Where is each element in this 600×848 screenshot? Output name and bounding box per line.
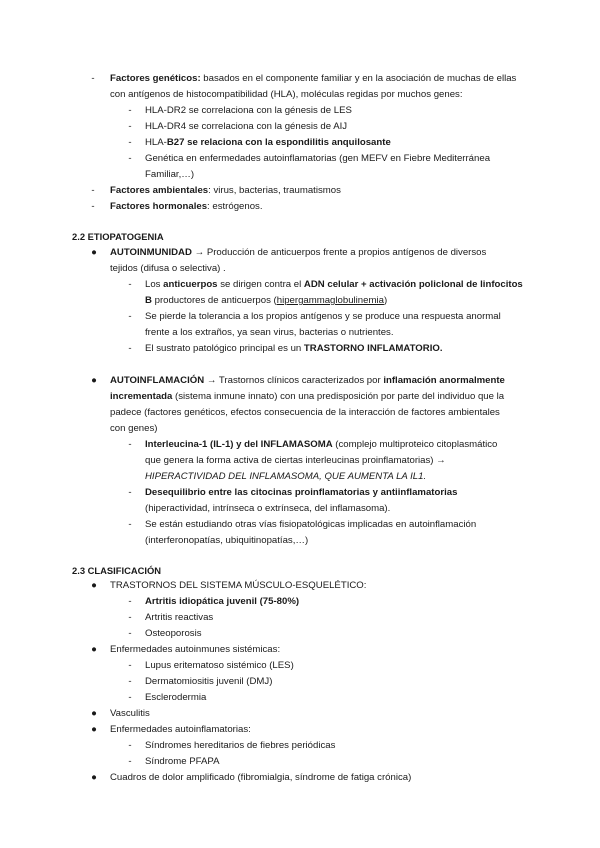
dash-marker: - — [128, 121, 132, 132]
bullet-marker: ● — [91, 644, 97, 655]
dash-marker: - — [128, 279, 132, 290]
dash-marker: - — [128, 660, 132, 671]
dash-marker: - — [128, 692, 132, 703]
dash-marker: - — [128, 439, 132, 450]
document-page: - Factores genéticos: basados en el componente familiar y en la asociación de muchas de ellas con antígenos de histocompatibilidad (HLA), moléculas regidas por muchos genes: - HLA-DR2 se correlaciona con la génesis de LES - HLA-DR4 se correlaciona con la génesis de AIJ - HLA-B27 se relaciona con la espondilitis anquilosante - Genética en enfermedades autoinflamatorias (gen MEFV en Fiebre Mediterránea Familiar,…) - Factores ambientales: virus, bacterias, traumatismos - Factores hormonales: estrógenos. 2.2 ETIOPATOGENIA ● AUTOINMUNIDAD → Producción de anticuerpos frente a propios antígenos de diversos tejidos (difusa o selectiva) . - Los anticuerpos se dirigen contra el ADN celular + activación policlonal de linfocitos B productores de anticuerpos (hipergammaglobulinemia) - Se pierde la tolerancia a los propios antígenos y se produce una respuesta anormal frente a los extraños, ya sean virus, bacterias o nutrientes. - El sustrato patológico principal es un TRASTORNO INFLAMATORIO. ● AUTOINFLAMACIÓN → Trastornos clínicos caracterizados por inflamación anormalmente incrementada (sistema inmune innato) con una predisposición por parte del individuo que la padece (factores genéticos, efectos consecuencia de la interacción de factores ambientales con genes) - Interleucina-1 (IL-1) y del INFLAMASOMA (complejo multiproteico citoplasmático que genera la forma activa de ciertas interleucinas proinflamatorias) → HIPERACTIVIDAD DEL INFLAMASOMA, QUE AUMENTA LA IL1. - Desequilibrio entre las citocinas proinflamatorias y antiinflamatorias (hiperactividad, intrínseca o extrínseca, del inflamasoma). - Se están estudiando otras vías fisiopatológicas implicadas en autoinflamación (interferonopatías, ubiquitinopatías,…) 2.3 CLASIFICACIÓN ● TRASTORNOS DEL SISTEMA MÚSCULO-ESQUELÉTICO: - Artritis idiopática juvenil (75-80%) - Artritis reactivas - Osteoporosis ● Enfermedades autoinmunes sistémicas: - Lupus eritematoso sistémico (LES) - Dermatomiositis juvenil (DMJ) - Esclerodermia ● Vasculitis ● Enfermedades autoinflamatorias: - Síndromes hereditarios de fiebres periódicas - Síndrome PFAPA ● Cuadros de dolor amplificado (fibromialgia, síndrome de fatiga crónica) — [0, 0, 600, 848]
dash-marker: - — [128, 311, 132, 322]
genetic-factors-label: Factores genéticos: — [110, 73, 201, 84]
dash-marker: - — [128, 153, 132, 164]
dash-marker: - — [128, 628, 132, 639]
dash-marker: - — [128, 105, 132, 116]
bullet-marker: ● — [91, 375, 97, 386]
dash-marker: - — [128, 343, 132, 354]
dash-marker: - — [128, 596, 132, 607]
dash-marker: - — [128, 756, 132, 767]
dash-marker: - — [128, 137, 132, 148]
dash-marker: - — [91, 201, 95, 212]
dash-marker: - — [91, 73, 95, 84]
genetic-factors-text: basados en el componente familiar y en la asociación de muchas de ellas — [200, 73, 517, 84]
bullet-marker: ● — [91, 772, 97, 783]
bullet-marker: ● — [91, 724, 97, 735]
bullet-marker: ● — [91, 708, 97, 719]
dash-marker: - — [128, 612, 132, 623]
hipergammaglobulinemia-term: hipergammaglobulinemia — [276, 295, 384, 306]
dash-marker: - — [91, 185, 95, 196]
dash-marker: - — [128, 519, 132, 530]
dash-marker: - — [128, 676, 132, 687]
bullet-marker: ● — [91, 580, 97, 591]
dash-marker: - — [128, 740, 132, 751]
bullet-marker: ● — [91, 247, 97, 258]
dash-marker: - — [128, 487, 132, 498]
